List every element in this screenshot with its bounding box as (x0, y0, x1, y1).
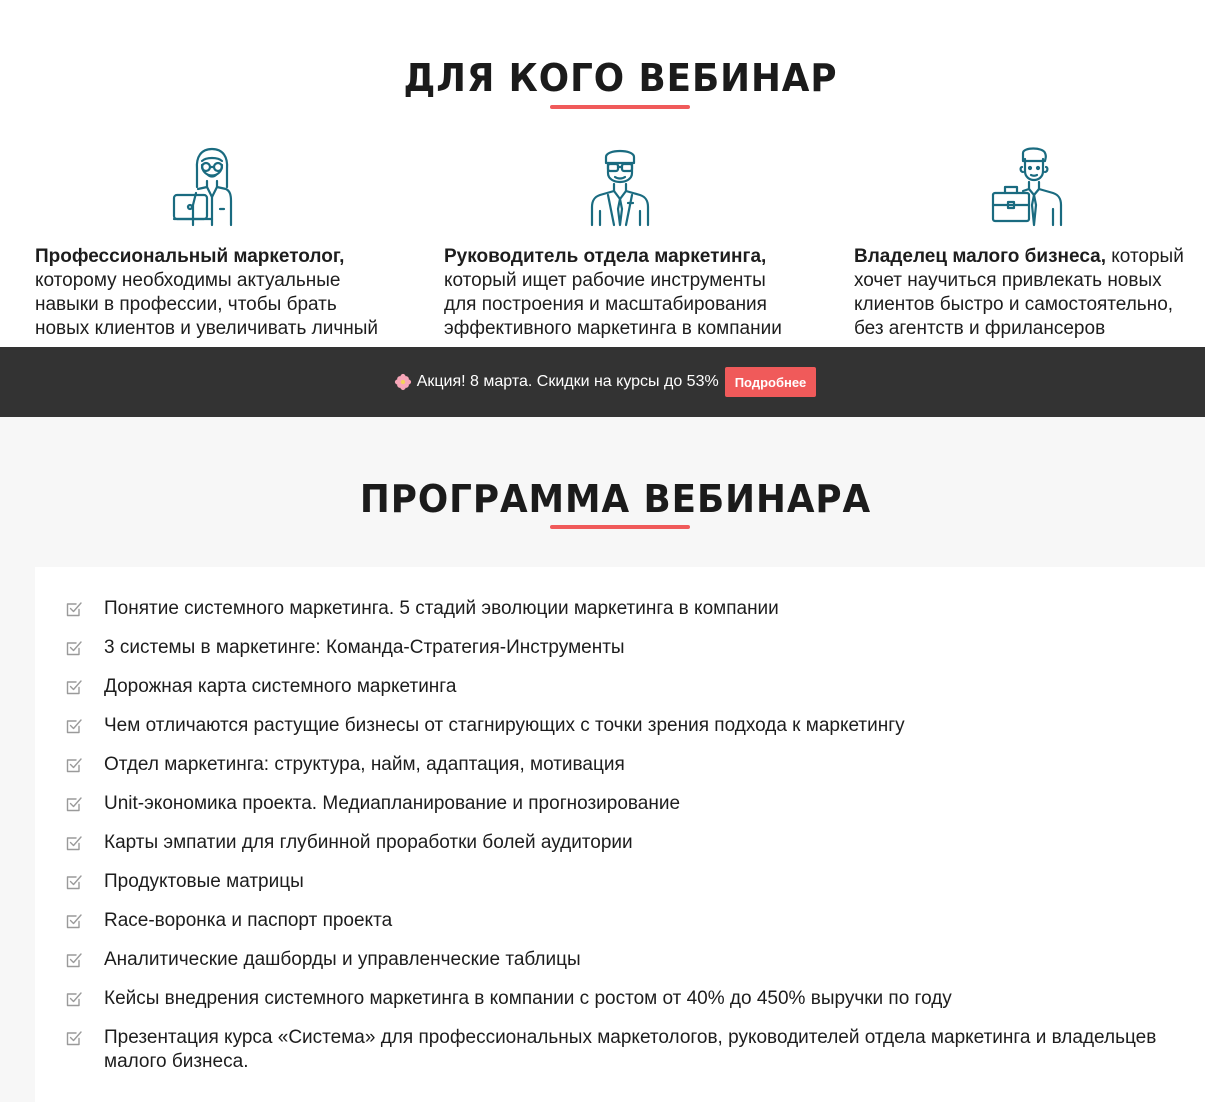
program-section (0, 417, 1205, 1102)
program-card (35, 567, 1205, 1102)
program-item-text: Кейсы внедрения системного маркетинга в компании с ростом от 40% до 450% выручки по году (104, 988, 952, 1009)
program-item-text: Unit-экономика проекта. Медиапланирование и прогнозирование (104, 793, 681, 814)
program-title-underline (550, 525, 690, 529)
checkbox-check-icon (65, 756, 83, 774)
program-list-item (35, 597, 1205, 621)
man-with-glasses-icon (578, 143, 662, 227)
audience-title: ДЛЯ КОГО ВЕБИНАР (403, 56, 838, 100)
promo-details-button[interactable]: Подробнее (725, 367, 817, 397)
checkbox-check-icon (65, 912, 83, 930)
checkbox-check-icon (65, 795, 83, 813)
program-item-text: Аналитические дашборды и управленческие таблицы (104, 949, 581, 970)
promo-text: Акция! 8 марта. Скидки на курсы до 53% (416, 373, 719, 390)
persona-head-of-marketing-text: Руководитель отдела маркетинга, который ищет рабочие инструменты для построения и масштабирования эффективного маркетинга в компании (444, 246, 782, 339)
program-item-text: Продуктовые матрицы (104, 871, 304, 892)
checkbox-check-icon (65, 1029, 83, 1047)
program-item-text: Чем отличаются растущие бизнесы от стагнирующих с точки зрения подхода к маркетингу (104, 715, 905, 736)
program-title: ПРОГРАММА ВЕБИНАРА (359, 477, 872, 521)
checkbox-check-icon (65, 600, 83, 618)
program-item-text: 3 системы в маркетинге: Команда-Стратегия-Инструменты (104, 637, 625, 658)
program-list (35, 597, 1205, 1089)
checkbox-check-icon (65, 873, 83, 891)
checkbox-check-icon (65, 639, 83, 657)
checkbox-check-icon (65, 990, 83, 1008)
woman-with-laptop-icon (168, 143, 252, 227)
persona-business-owner-text: Владелец малого бизнеса, который хочет научиться привлекать новых клиентов быстро и самостоятельно, без агентств и фрилансеров (854, 246, 1184, 339)
promo-banner (0, 347, 1205, 417)
program-list-item (35, 948, 1205, 972)
program-list-item (35, 753, 1205, 777)
checkbox-check-icon (65, 834, 83, 852)
program-list-item (35, 636, 1205, 660)
program-item-text: Презентация курса «Система» для профессиональных маркетологов, руководителей отдела маркетинга и владельцев малого бизнеса. (104, 1027, 1157, 1072)
program-list-item (35, 987, 1205, 1011)
businessman-with-briefcase-icon (987, 143, 1071, 227)
audience-section (0, 0, 1205, 347)
program-list-item (35, 675, 1205, 699)
program-list-item (35, 714, 1205, 738)
program-item-text: Race-воронка и паспорт проекта (104, 910, 393, 931)
persona-marketer-text: Профессиональный маркетолог, которому необходимы актуальные навыки в профессии, чтобы брать новых клиентов и увеличивать личный (35, 246, 378, 339)
audience-title-underline (550, 105, 690, 109)
program-item-text: Карты эмпатии для глубинной проработки болей аудитории (104, 832, 633, 853)
flower-icon (394, 373, 412, 391)
program-list-item (35, 792, 1205, 816)
checkbox-check-icon (65, 717, 83, 735)
program-item-text: Дорожная карта системного маркетинга (104, 676, 457, 697)
program-list-item (35, 870, 1205, 894)
program-list-item (35, 1026, 1205, 1074)
program-list-item (35, 909, 1205, 933)
program-item-text: Понятие системного маркетинга. 5 стадий эволюции маркетинга в компании (104, 598, 779, 619)
program-item-text: Отдел маркетинга: структура, найм, адаптация, мотивация (104, 754, 625, 775)
checkbox-check-icon (65, 678, 83, 696)
checkbox-check-icon (65, 951, 83, 969)
program-list-item (35, 831, 1205, 855)
